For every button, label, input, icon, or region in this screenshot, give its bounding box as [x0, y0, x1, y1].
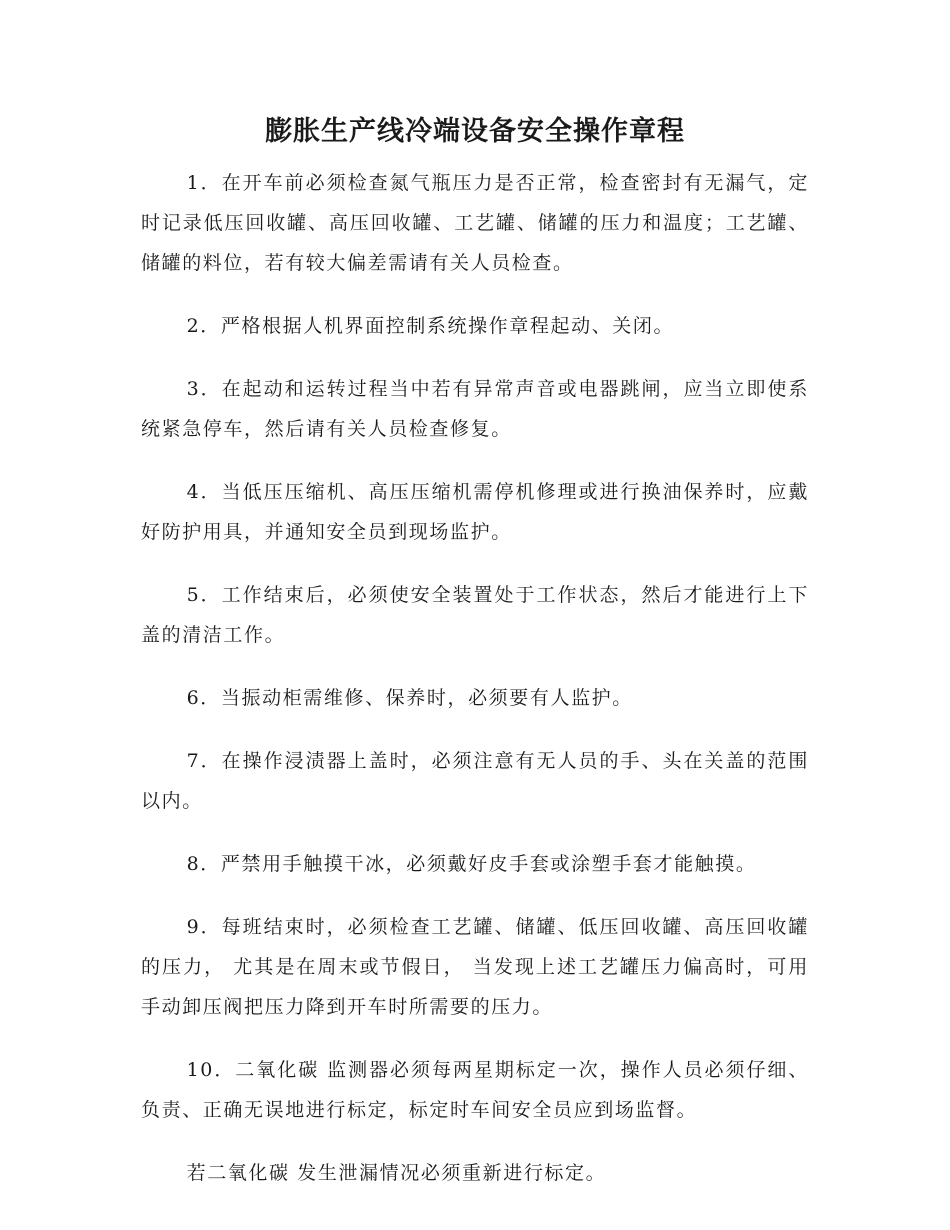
paragraph-5: 5．工作结束后，必须使安全装置处于工作状态，然后才能进行上下盖的清洁工作。	[141, 584, 809, 646]
paragraph-7: 7．在操作浸渍器上盖时，必须注意有无人员的手、头在关盖的范围以内。	[141, 750, 809, 812]
paragraph-1: 1．在开车前必须检查氮气瓶压力是否正常，检查密封有无漏气，定时记录低压回收罐、高压回收罐、工艺罐、储罐的压力和温度；工艺罐、储罐的料位，若有较大偏差需请有关人员检查。	[141, 172, 809, 274]
paragraph-4: 4．当低压压缩机、高压压缩机需停机修理或进行换油保养时，应戴好防护用具，并通知安全员到现场监护。	[141, 481, 809, 543]
paragraph-11: 若二氧化碳 发生泄漏情况必须重新进行标定。	[186, 1162, 607, 1184]
paragraph-8: 8．严禁用手触摸干冰，必须戴好皮手套或涂塑手套才能触摸。	[186, 853, 757, 875]
paragraph-9: 9．每班结束时，必须检查工艺罐、储罐、低压回收罐、高压回收罐的压力， 尤其是在周末或节假日， 当发现上述工艺罐压力偏高时，可用手动卸压阀把压力降到开车时所需要的压力。	[141, 916, 809, 1018]
document-body	[141, 163, 809, 1193]
paragraph-10: 10．二氧化碳 监测器必须每两星期标定一次，操作人员必须仔细、负责、正确无误地进行标定，标定时车间安全员应到场监督。	[141, 1059, 809, 1121]
paragraph-6: 6．当振动柜需维修、保养时，必须要有人监护。	[186, 687, 633, 709]
paragraph-2: 2．严格根据人机界面控制系统操作章程起动、关闭。	[186, 315, 675, 337]
paragraph-3: 3．在起动和运转过程当中若有异常声音或电器跳闸，应当立即使系统紧急停车，然后请有关人员检查修复。	[141, 378, 809, 440]
document-title: 膨胀生产线冷端设备安全操作章程	[265, 116, 685, 147]
